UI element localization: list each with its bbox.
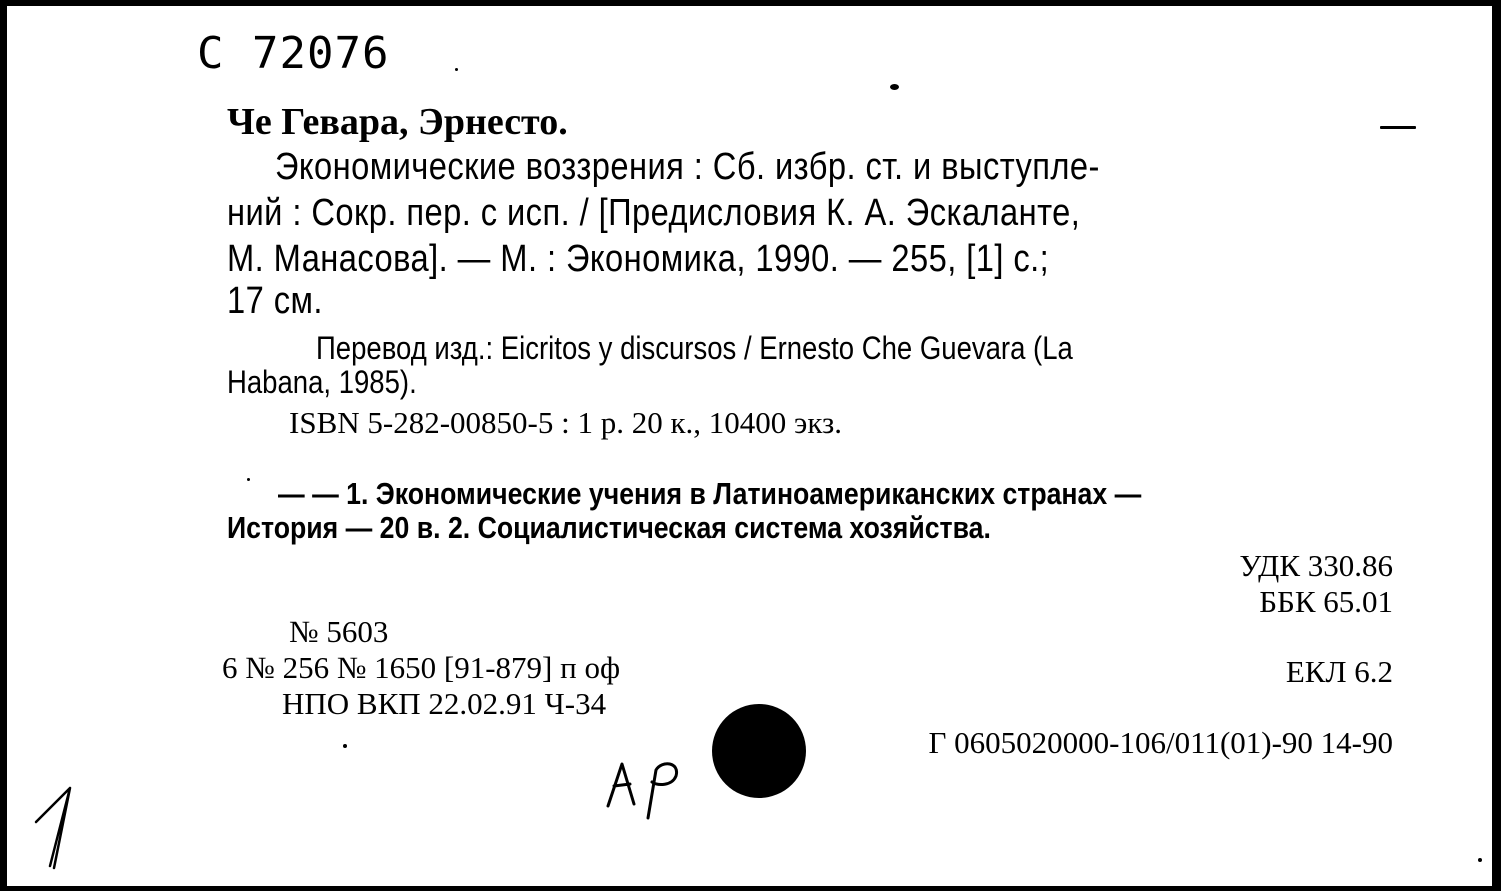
author-heading: Че Гевара, Эрнесто. [227, 101, 568, 143]
call-number: С 72076 [197, 28, 390, 79]
ink-speck [343, 744, 347, 748]
subject-heading-line: — — 1. Экономические учения в Латиноамериканских странах — [278, 476, 1142, 511]
ink-speck [1380, 126, 1416, 129]
price-code: Г 0605020000-106/011(01)-90 14-90 [928, 725, 1393, 760]
handwritten-initials [600, 752, 690, 822]
ink-speck [890, 84, 899, 90]
description-line: 17 см. [227, 280, 323, 322]
isbn-line: ISBN 5-282-00850-5 : 1 р. 20 к., 10400 экз. [289, 405, 842, 440]
description-line: ний : Сокр. пер. с исп. / [Предисловия К. А. Эскаланте, [227, 192, 1081, 234]
ink-speck [455, 68, 458, 71]
accession-number: № 5603 [289, 614, 389, 649]
translation-note-line: Перевод изд.: Eicritos y discursos / Ernesto Che Guevara (La [316, 330, 1073, 366]
npo-line: НПО ВКП 22.02.91 Ч-34 [282, 686, 607, 721]
subject-heading-line: История — 20 в. 2. Социалистическая система хозяйства. [227, 510, 991, 545]
handwritten-mark [30, 782, 90, 872]
udk-code: УДК 330.86 [1239, 548, 1393, 583]
translation-note-line: Habana, 1985). [227, 364, 417, 400]
description-line: Экономические воззрения : Сб. избр. ст. и выступле- [275, 146, 1100, 188]
ekl-code: ЕКЛ 6.2 [1285, 654, 1393, 689]
order-line: 6 № 256 № 1650 [91-879] п оф [222, 650, 621, 685]
ink-speck [1478, 858, 1482, 862]
black-dot-mark [712, 704, 806, 798]
ink-speck [247, 478, 250, 481]
description-line: М. Манасова]. — М. : Экономика, 1990. — 255, [1] с.; [227, 238, 1050, 280]
bbk-code: ББК 65.01 [1259, 584, 1393, 619]
